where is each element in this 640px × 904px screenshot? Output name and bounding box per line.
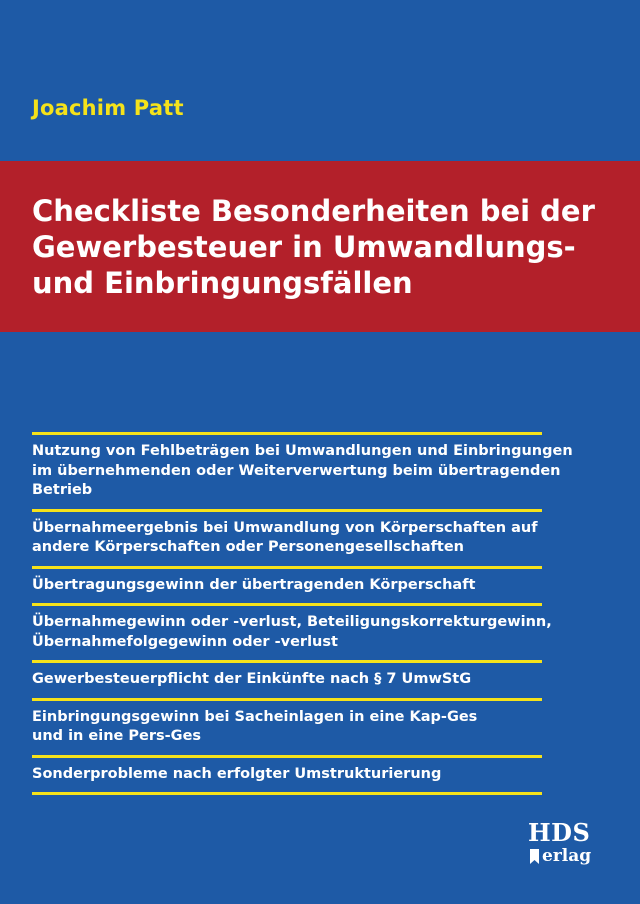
topic-line: Gewerbesteuerpflicht der Einkünfte nach § 7 UmwStG [32, 671, 472, 687]
topic-line: Betrieb [32, 482, 93, 498]
publisher-logo [528, 820, 598, 870]
divider [32, 792, 542, 795]
topic-item [32, 758, 542, 793]
topic-line: andere Körperschaften oder Personengesellschaften [32, 539, 464, 555]
topic-item [32, 435, 573, 509]
topic-line: Nutzung von Fehlbeträgen bei Umwandlungen und Einbringungen [32, 443, 573, 459]
publisher-logo-verlag: erlag [542, 846, 592, 866]
topic-list [32, 432, 573, 795]
topic-item [32, 701, 542, 755]
topic-item [32, 606, 552, 660]
topic-item [32, 569, 542, 604]
topic-item [32, 663, 542, 698]
title-line: und Einbringungsfällen [32, 266, 413, 300]
title-line: Gewerbesteuer in Umwandlungs- [32, 230, 576, 264]
topic-line: Einbringungsgewinn bei Sacheinlagen in eine Kap-Ges [32, 708, 478, 725]
book-mark-icon [530, 849, 539, 864]
topic-line: Übertragungsgewinn der übertragenden Körperschaft [32, 576, 476, 593]
topic-line: im übernehmenden oder Weiterverwertung beim übertragenden [32, 462, 561, 479]
author-name: Joachim Patt [32, 96, 184, 120]
topic-line: Übernahmeergebnis bei Umwandlung von Körperschaften auf [32, 519, 538, 536]
topic-line: Übernahmefolgegewinn oder -verlust [32, 633, 338, 650]
topic-line: Sonderprobleme nach erfolgter Umstrukturierung [32, 765, 442, 782]
topic-item [32, 512, 542, 566]
publisher-logo-hds: HDS [528, 818, 591, 847]
title-line: Checkliste Besonderheiten bei der [32, 194, 595, 228]
topic-line: Übernahmegewinn oder -verlust, Beteiligungskorrekturgewinn, [32, 614, 552, 630]
book-title [32, 193, 622, 301]
topic-line: und in eine Pers-Ges [32, 728, 202, 744]
